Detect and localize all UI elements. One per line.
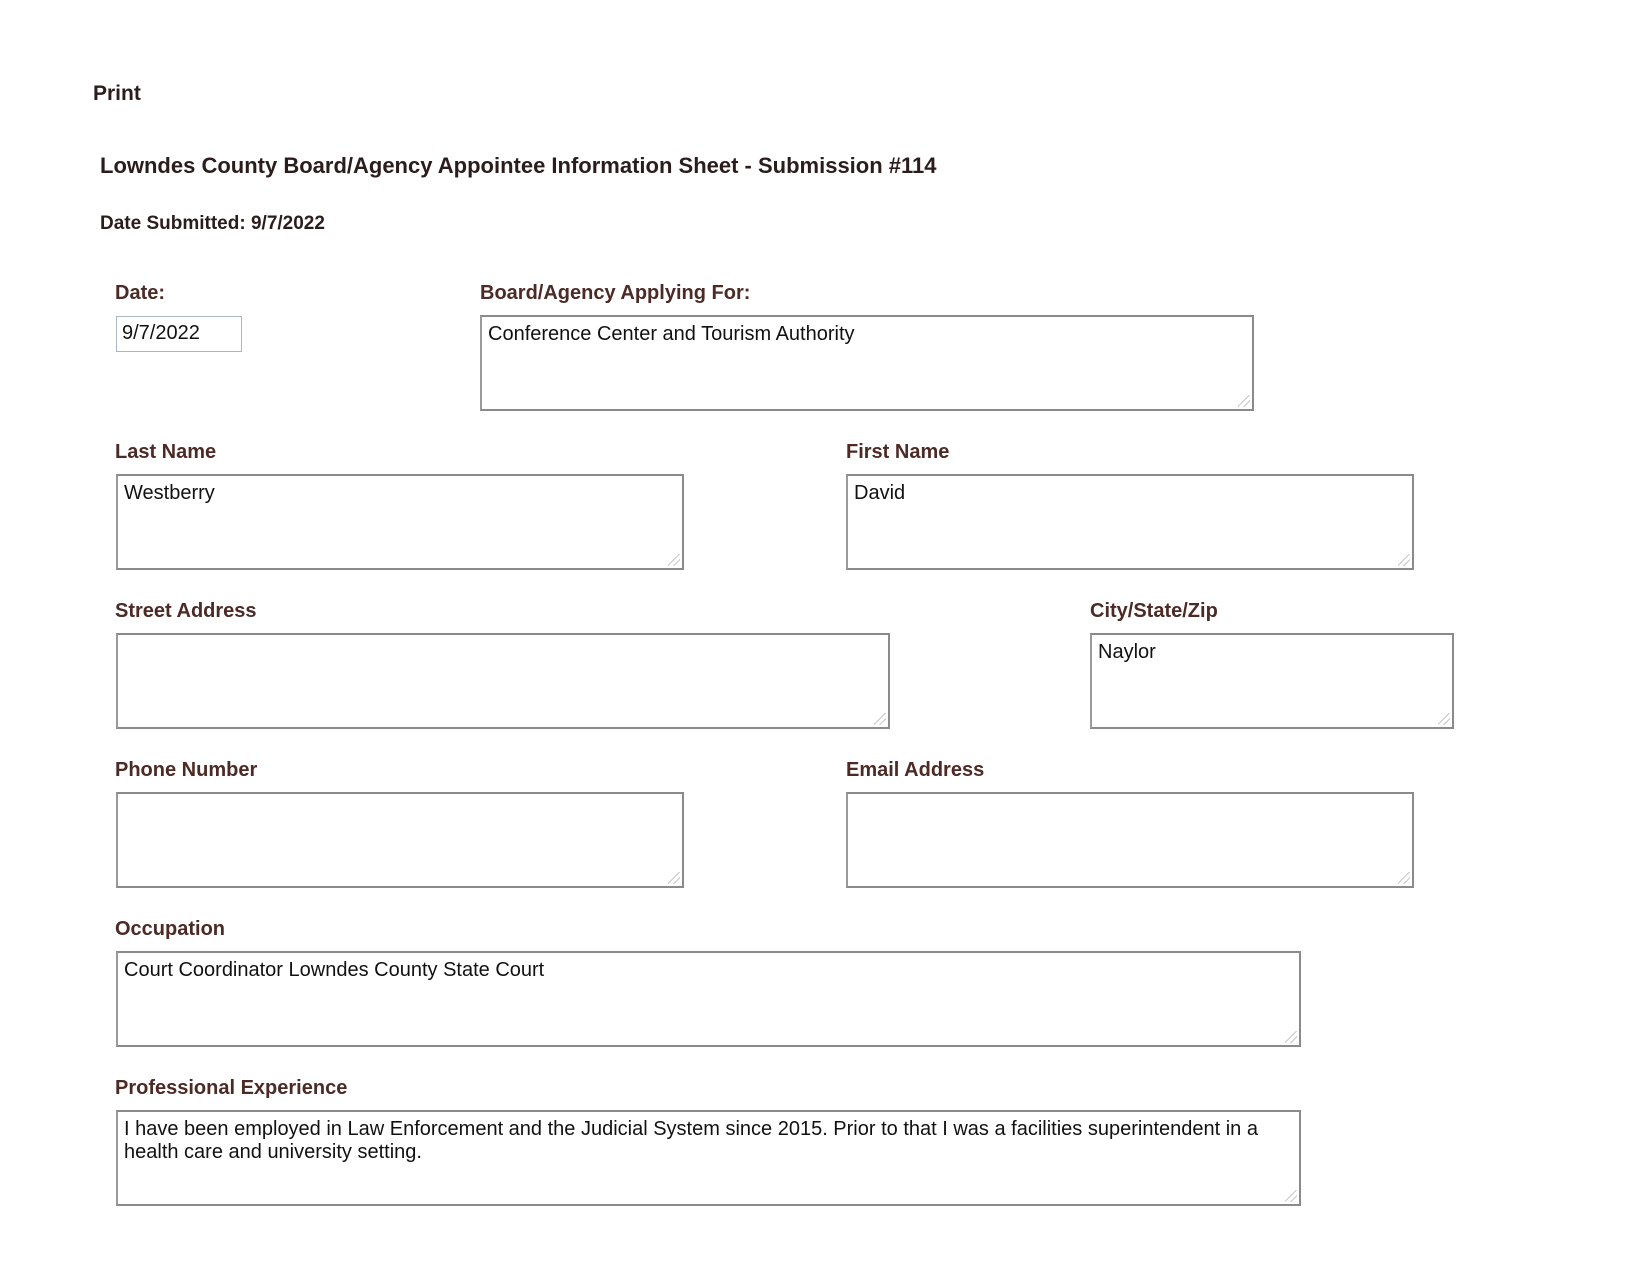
first-name-label: First Name [846, 441, 950, 463]
date-submitted-value: 9/7/2022 [250, 213, 325, 234]
date-submitted-label: Date Submitted: [100, 213, 246, 234]
page-title: Lowndes County Board/Agency Appointee Information Sheet - Submission #114 [100, 153, 937, 178]
occupation-textarea[interactable] [116, 951, 1301, 1047]
last-name-label: Last Name [115, 441, 217, 463]
board-agency-label: Board/Agency Applying For: [480, 282, 751, 304]
email-address-label: Email Address [846, 759, 985, 781]
city-state-zip-value: Naylor [1098, 641, 1156, 663]
first-name-textarea[interactable] [846, 474, 1414, 570]
resize-grip-icon[interactable] [668, 872, 680, 884]
resize-grip-icon[interactable] [1285, 1190, 1297, 1202]
print-link[interactable]: Print [93, 82, 141, 105]
date-submitted [100, 213, 325, 235]
resize-grip-icon[interactable] [1438, 713, 1450, 725]
date-value: 9/7/2022 [122, 322, 200, 344]
phone-number-label: Phone Number [115, 759, 258, 781]
board-agency-textarea[interactable] [480, 315, 1254, 411]
last-name-textarea[interactable] [116, 474, 684, 570]
occupation-label: Occupation [115, 918, 226, 940]
last-name-value: Westberry [124, 482, 215, 504]
street-address-label: Street Address [115, 600, 257, 622]
city-state-zip-textarea[interactable] [1090, 633, 1454, 729]
date-input[interactable] [116, 316, 242, 352]
first-name-value: David [854, 482, 906, 504]
occupation-value: Court Coordinator Lowndes County State Court [124, 959, 545, 981]
email-address-textarea[interactable] [846, 792, 1414, 888]
resize-grip-icon[interactable] [668, 554, 680, 566]
resize-grip-icon[interactable] [1285, 1031, 1297, 1043]
board-agency-value: Conference Center and Tourism Authority [488, 323, 855, 345]
street-address-textarea[interactable] [116, 633, 890, 729]
resize-grip-icon[interactable] [1398, 872, 1410, 884]
professional-experience-textarea[interactable] [116, 1110, 1301, 1206]
resize-grip-icon[interactable] [1238, 395, 1250, 407]
resize-grip-icon[interactable] [1398, 554, 1410, 566]
resize-grip-icon[interactable] [874, 713, 886, 725]
city-state-zip-label: City/State/Zip [1090, 600, 1218, 622]
date-label: Date: [115, 282, 166, 304]
professional-experience-value: I have been employed in Law Enforcement and the Judicial System since 2015. Prior to that I was a facilities superintendent in a health care and university setting. [124, 1118, 1258, 1163]
phone-number-textarea[interactable] [116, 792, 684, 888]
professional-experience-label: Professional Experience [115, 1077, 348, 1099]
